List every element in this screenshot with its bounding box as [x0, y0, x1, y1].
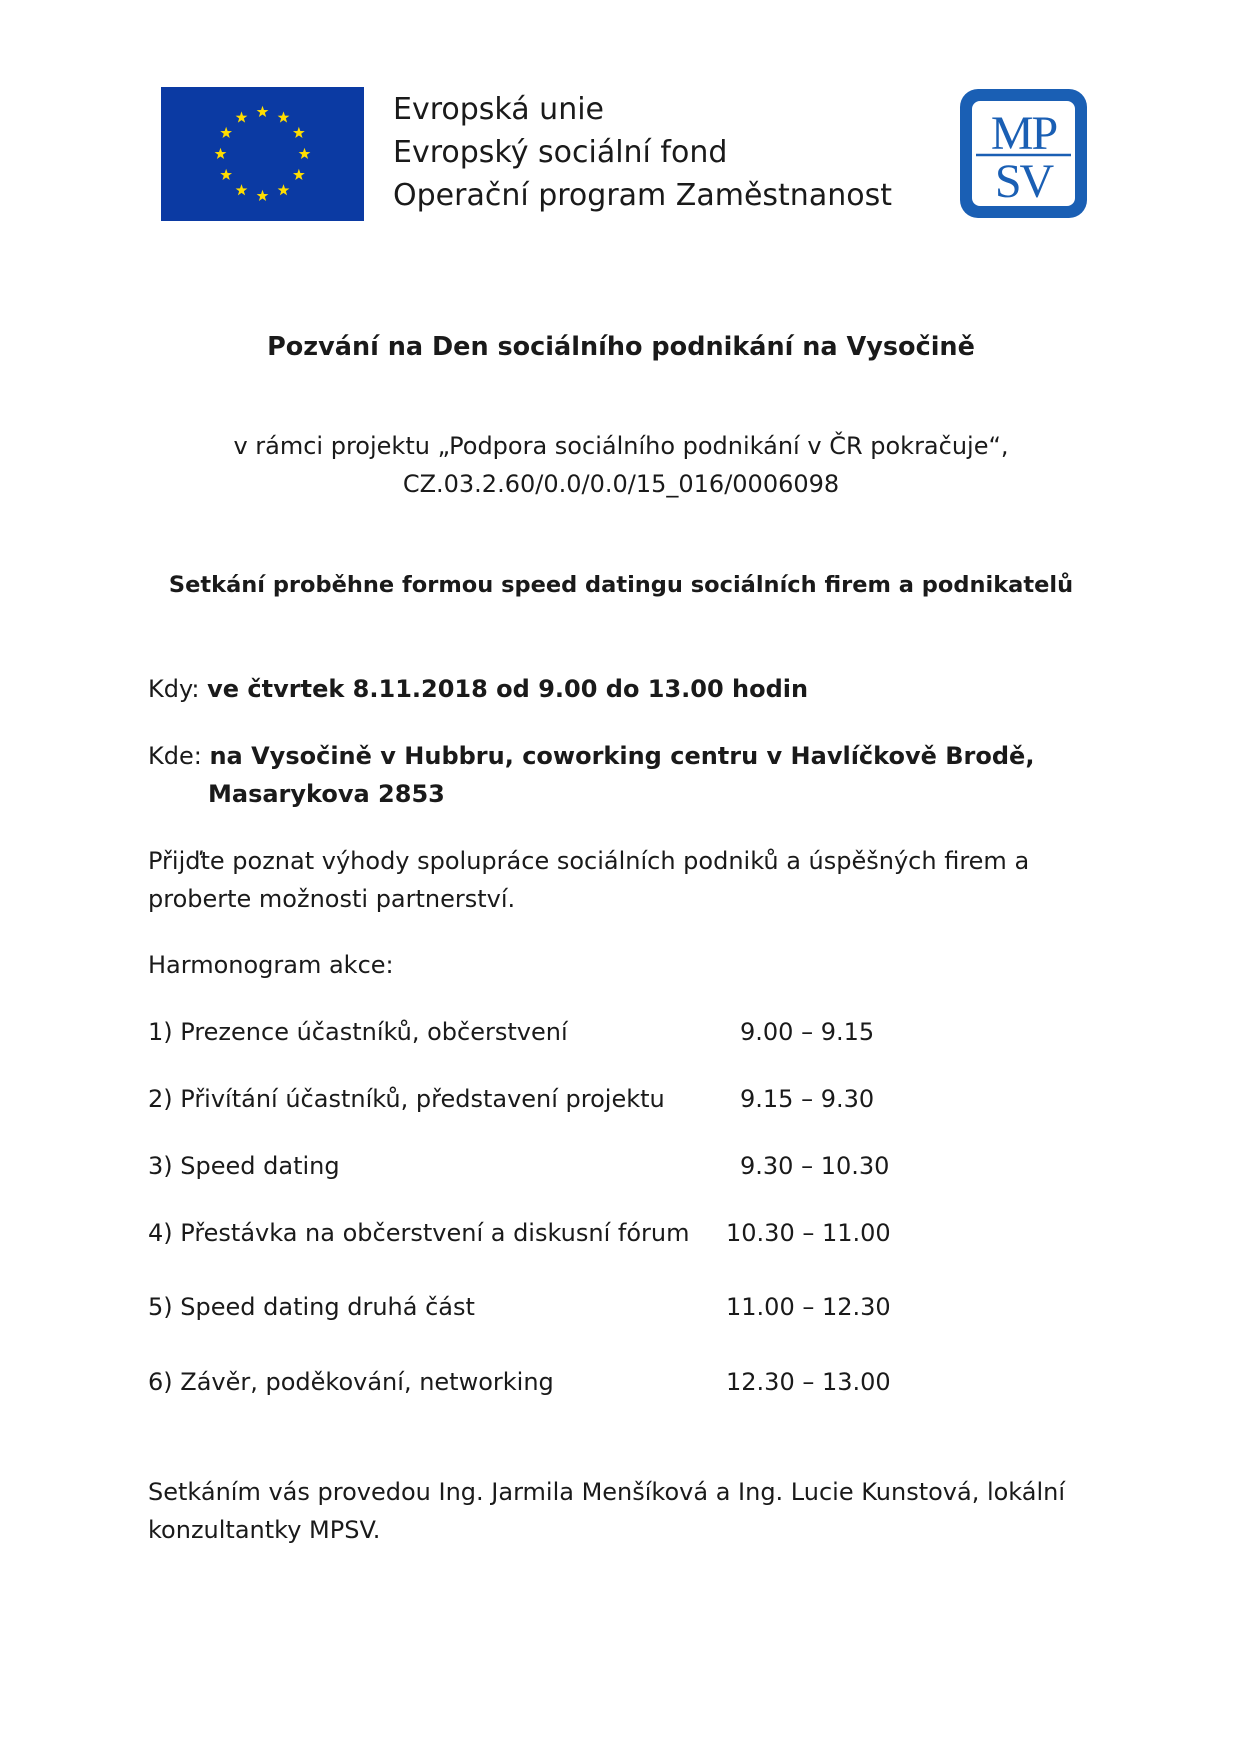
org-line-esf: Evropský sociální fond [393, 135, 728, 170]
schedule-item: 4) Přestávka na občerstvení a diskusní fórum [148, 1219, 690, 1247]
mpsv-logo [958, 87, 1089, 220]
logo-text-mp: MP [990, 107, 1057, 160]
where-label: Kde: [148, 742, 202, 770]
schedule-time: 10.30 – 11.00 [726, 1219, 891, 1247]
schedule-item: 2) Přivítání účastníků, představení projektu [148, 1085, 665, 1113]
schedule-time: 9.30 – 10.30 [740, 1152, 890, 1180]
program-title-block [393, 88, 953, 217]
schedule-item: 6) Závěr, poděkování, networking [148, 1368, 554, 1396]
page-title: Pozvání na Den sociálního podnikání na Vysočině [267, 332, 975, 362]
eu-star-icon [299, 148, 311, 159]
eu-star-icon [220, 169, 232, 180]
where-value: na Vysočině v Hubbru, coworking centru v Havlíčkově Brodě, [209, 742, 1035, 770]
project-subtitle [0, 427, 1242, 503]
schedule-time: 11.00 – 12.30 [726, 1293, 891, 1321]
subtitle-project-name: v rámci projektu „Podpora sociálního podnikání v ČR pokračuje“, [233, 432, 1009, 460]
logo-text-sv: SV [994, 155, 1053, 208]
schedule-time: 9.15 – 9.30 [740, 1085, 875, 1113]
subtitle-project-code: CZ.03.2.60/0.0/0.0/15_016/0006098 [402, 470, 840, 498]
schedule-item: 5) Speed dating druhá část [148, 1293, 475, 1321]
when-label: Kdy: [148, 675, 200, 703]
eu-flag-logo [161, 87, 364, 221]
schedule-item: 1) Prezence účastníků, občerstvení [148, 1018, 568, 1046]
lead-text: Setkání proběhne formou speed datingu sociálních firem a podnikatelů [168, 572, 1074, 598]
eu-star-icon [293, 127, 305, 138]
when-line [148, 670, 808, 708]
eu-stars-icon [161, 87, 364, 221]
schedule-row [148, 1214, 948, 1252]
org-line-opz: Operační program Zaměstnanost [393, 178, 892, 213]
eu-star-icon [220, 127, 232, 138]
eu-star-icon [236, 111, 248, 122]
when-value: ve čtvrtek 8.11.2018 od 9.00 do 13.00 hodin [207, 675, 809, 703]
schedule-row [148, 1147, 948, 1185]
eu-star-icon [257, 106, 269, 117]
eu-star-icon [215, 148, 227, 159]
invite-paragraph: Přijďte poznat výhody spolupráce sociálních podniků a úspěšných firem a proberte možnosti partnerství. [148, 847, 1030, 913]
where-line [148, 737, 1034, 775]
org-line-eu: Evropská unie [393, 92, 604, 127]
schedule-item: 3) Speed dating [148, 1152, 340, 1180]
schedule-row [148, 1288, 948, 1326]
schedule-row [148, 1363, 948, 1401]
schedule-time: 12.30 – 13.00 [726, 1368, 891, 1396]
schedule-time: 9.00 – 9.15 [740, 1018, 875, 1046]
schedule-row [148, 1013, 948, 1051]
where-address: Masarykova 2853 [208, 780, 445, 808]
eu-star-icon [257, 190, 269, 201]
eu-star-icon [278, 184, 290, 195]
closing-paragraph: Setkáním vás provedou Ing. Jarmila Menšíková a Ing. Lucie Kunstová, lokální konzultantky MPSV. [148, 1478, 1066, 1544]
eu-star-icon [236, 184, 248, 195]
eu-star-icon [293, 169, 305, 180]
eu-star-icon [278, 111, 290, 122]
schedule-heading: Harmonogram akce: [148, 951, 394, 979]
schedule-row [148, 1080, 948, 1118]
